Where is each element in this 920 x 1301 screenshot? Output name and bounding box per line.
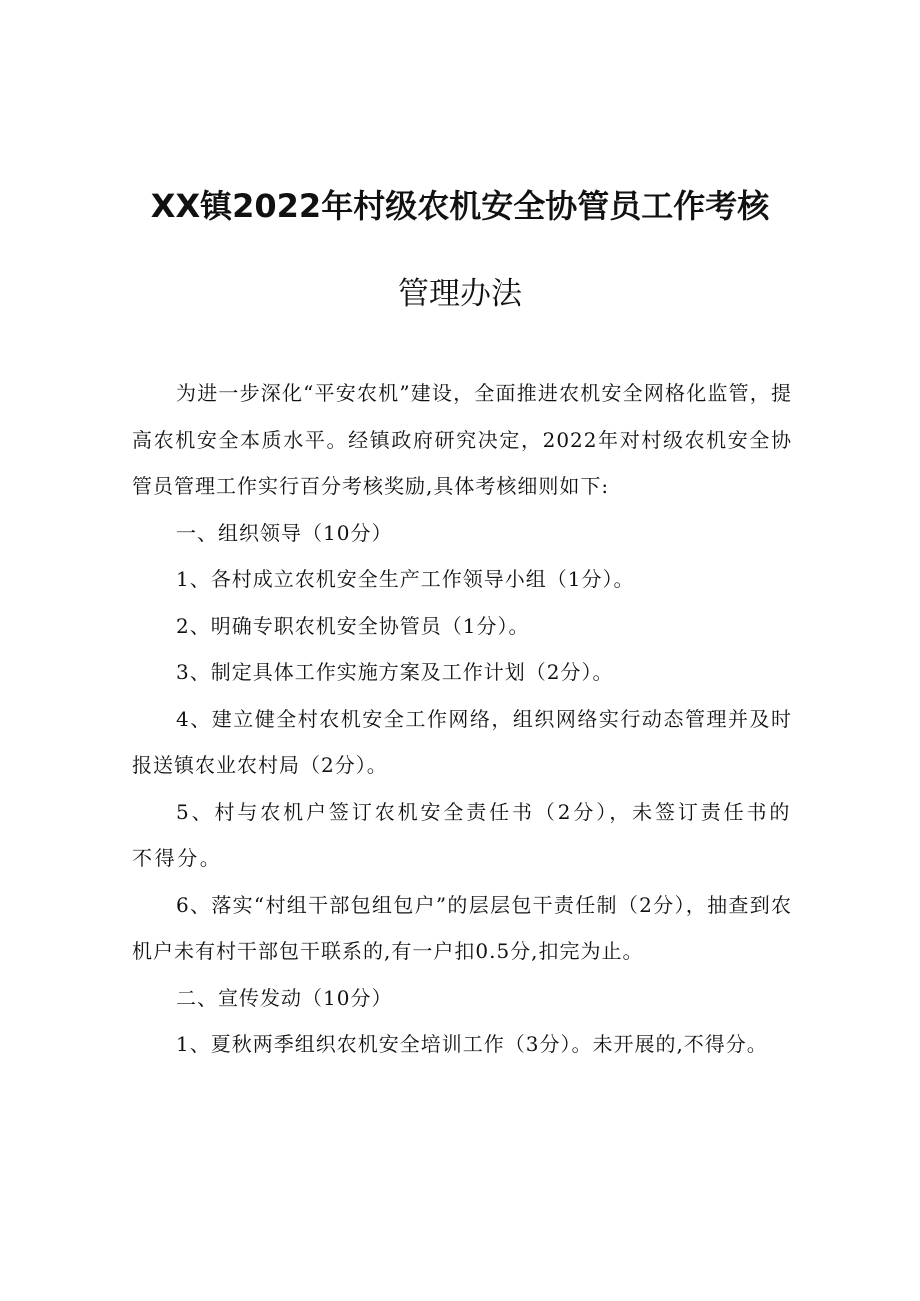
document-body bbox=[132, 370, 792, 1068]
section1-item-6: 6、落实“村组干部包组包户”的层层包干责任制（2分），抽查到农机户未有村干部包干联系的,有一户扣0.5分,扣完为止。 bbox=[132, 892, 792, 963]
section1-item-2: 2、明确专职农机安全协管员（1分）。 bbox=[176, 613, 530, 638]
section1-item-3: 3、制定具体工作实施方案及工作计划（2分）。 bbox=[176, 660, 614, 684]
section1-item-5: 5、村与农机户签订农机安全责任书（2分），未签订责任书的不得分。 bbox=[132, 799, 792, 870]
section1-heading: 一、组织领导（10分） bbox=[176, 520, 393, 545]
document-title-line2: 管理办法 bbox=[398, 276, 522, 312]
section1-item-4: 4、建立健全村农机安全工作网络，组织网络实行动态管理并及时报送镇农业农村局（2分）。 bbox=[132, 706, 792, 777]
section1-item-1: 1、各村成立农机安全生产工作领导小组（1分）。 bbox=[176, 567, 635, 591]
section2-item-1: 1、夏秋两季组织农机安全培训工作（3分）。未开展的,不得分。 bbox=[176, 1032, 768, 1056]
intro-paragraph: 为进一步深化“平安农机”建设，全面推进农机安全网格化监管，提高农机安全本质水平。经镇政府研究决定，2022年对村级农机安全协管员管理工作实行百分考核奖励,具体考核细则如下: bbox=[132, 381, 792, 498]
section2-heading: 二、宣传发动（10分） bbox=[176, 985, 393, 1010]
document-title-line1: XX镇2022年村级农机安全协管员工作考核 bbox=[150, 187, 770, 225]
